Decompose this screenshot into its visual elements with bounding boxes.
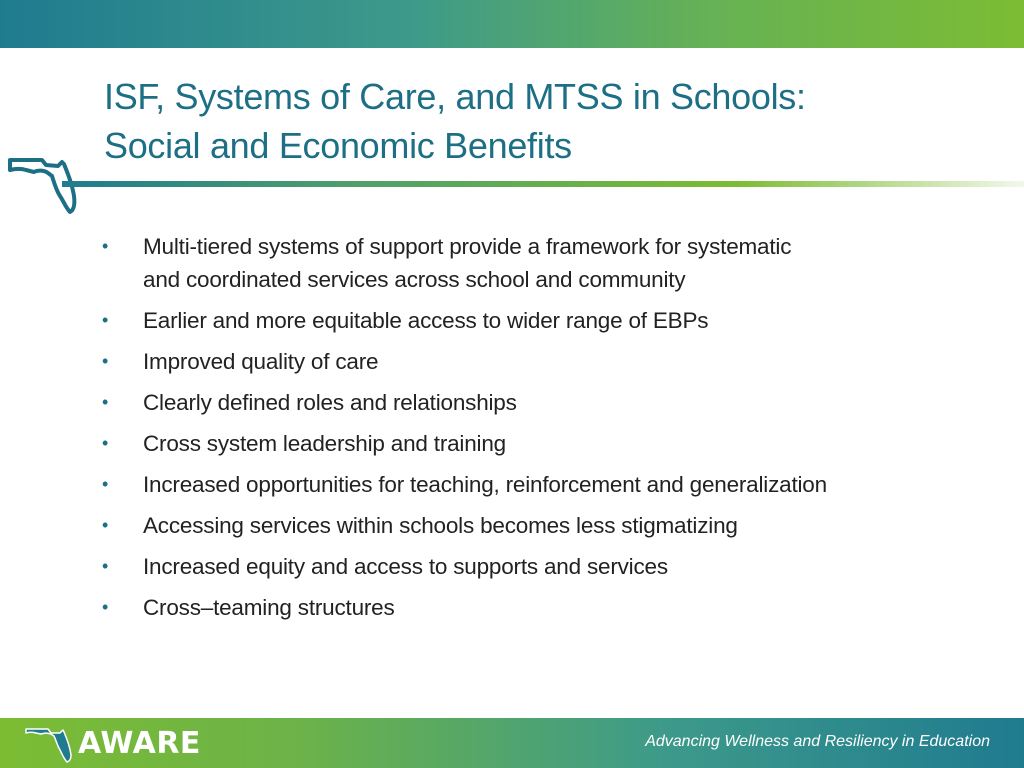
bullet-text: Clearly defined roles and relationships — [143, 390, 517, 415]
bullet-text: Increased opportunities for teaching, reinforcement and generalization — [143, 472, 827, 497]
bullet-item — [100, 550, 1000, 583]
bullet-marker: • — [102, 515, 109, 535]
bullet-marker: • — [102, 236, 109, 256]
bullet-item — [100, 468, 1000, 501]
logo-text: AWARE — [78, 725, 201, 761]
title-line-2: Social and Economic Benefits — [104, 125, 572, 166]
bullet-text: Accessing services within schools becomes less stigmatizing — [143, 513, 738, 538]
bullet-marker: • — [102, 474, 109, 494]
bullet-marker: • — [102, 351, 109, 371]
bullet-text: Earlier and more equitable access to wider range of EBPs — [143, 308, 709, 333]
title-divider — [62, 181, 1024, 187]
bullet-item — [100, 591, 1000, 624]
bullet-text: Multi-tiered systems of support provide a framework for systematic — [143, 234, 792, 259]
header-band — [0, 0, 1024, 48]
florida-logo-icon — [24, 723, 76, 763]
bullet-item — [100, 345, 1000, 378]
bullet-item — [100, 509, 1000, 542]
aware-logo — [24, 722, 201, 764]
footer-tagline: Advancing Wellness and Resiliency in Education — [645, 733, 990, 750]
bullet-item — [100, 230, 1000, 296]
bullet-marker: • — [102, 310, 109, 330]
bullet-list — [100, 230, 1000, 632]
bullet-item — [100, 386, 1000, 419]
bullet-item — [100, 304, 1000, 337]
bullet-marker: • — [102, 392, 109, 412]
title-line-1: ISF, Systems of Care, and MTSS in Schools: — [104, 76, 806, 117]
bullet-text: Cross system leadership and training — [143, 431, 506, 456]
bullet-marker: • — [102, 556, 109, 576]
slide-title — [104, 72, 984, 170]
bullet-marker: • — [102, 433, 109, 453]
bullet-text-continued: and coordinated services across school and community — [143, 267, 686, 292]
bullet-text: Cross–teaming structures — [143, 595, 395, 620]
bullet-item — [100, 427, 1000, 460]
bullet-text: Increased equity and access to supports and services — [143, 554, 668, 579]
bullet-text: Improved quality of care — [143, 349, 379, 374]
bullet-marker: • — [102, 597, 109, 617]
